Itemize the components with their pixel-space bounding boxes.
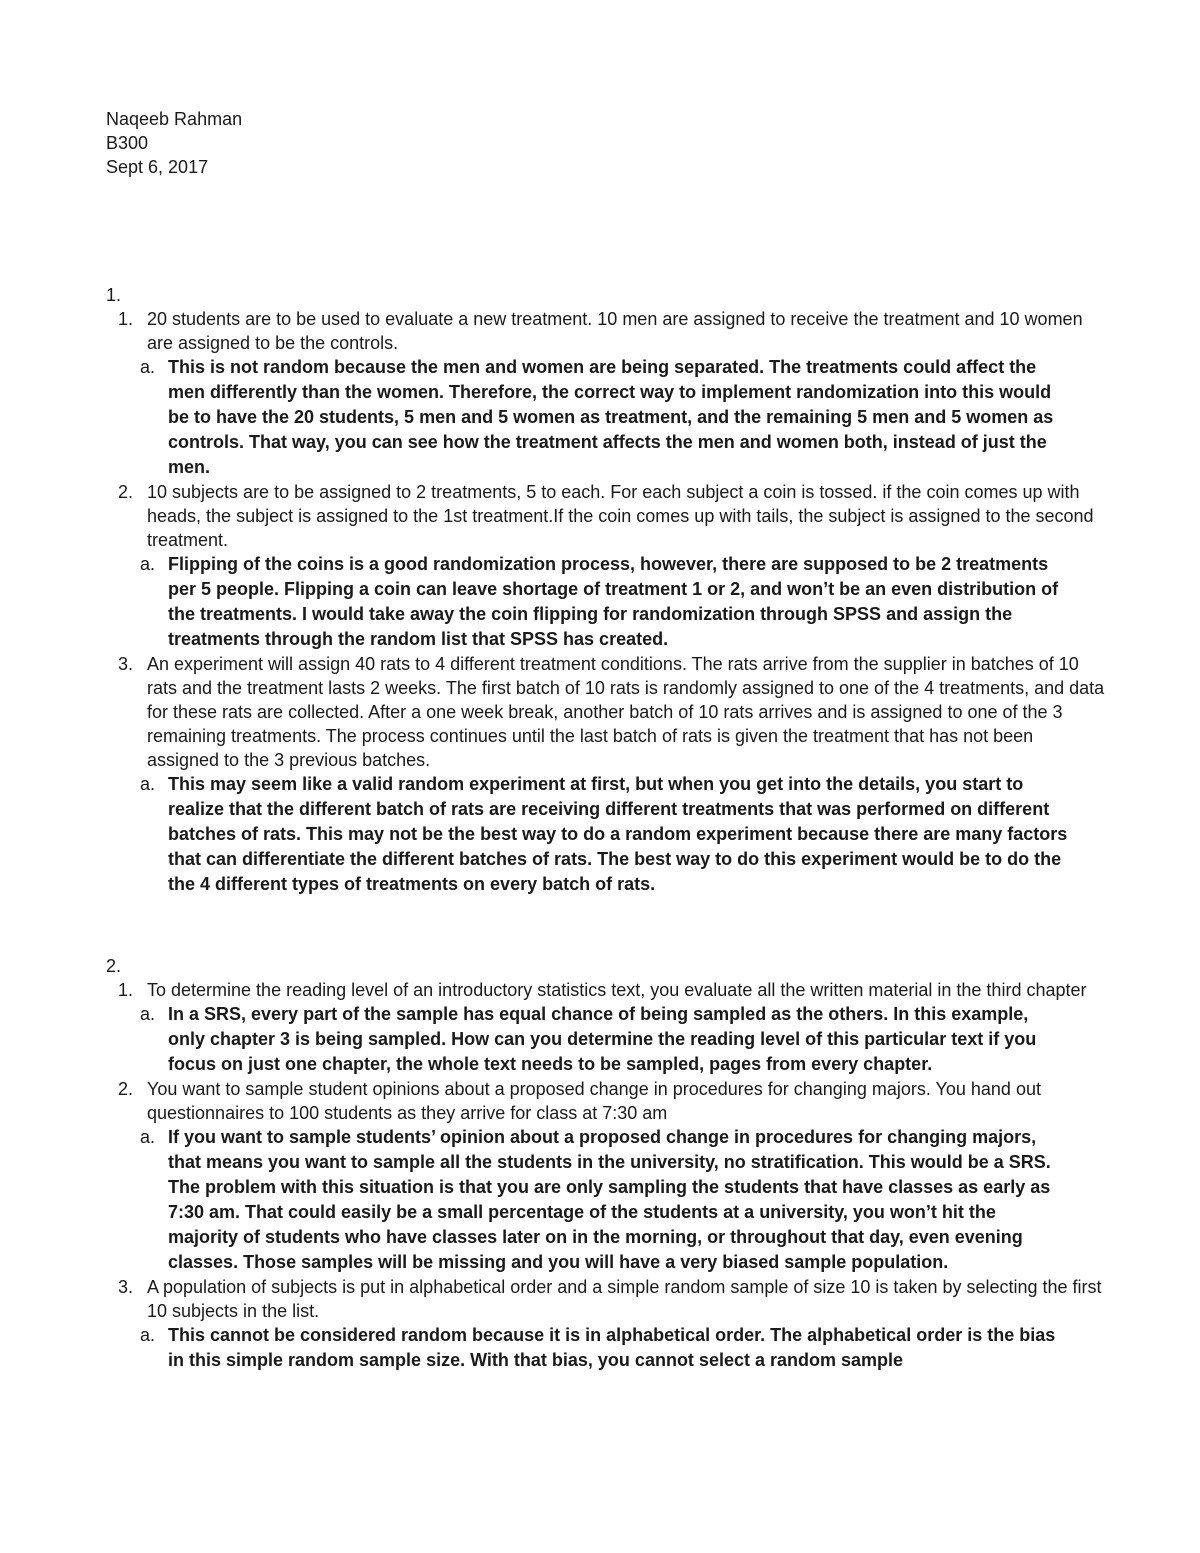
question-number: 1.	[118, 980, 134, 1000]
answer-text: This cannot be considered random because it is in alphabetical order. The alphabetical order is the bias in this simple random sample size. With that bias, you cannot select a random sample	[168, 1325, 1056, 1370]
section-number: 1.	[106, 285, 122, 305]
question-number: 1.	[118, 309, 134, 329]
course-code: B300	[106, 133, 149, 153]
question-number: 3.	[118, 1277, 134, 1297]
question-text: You want to sample student opinions about a proposed change in procedures for changing majors. You hand out questionnaires to 100 students as they arrive for class at 7:30 am	[147, 1079, 1041, 1123]
question-number: 2.	[118, 1079, 134, 1099]
answer-text: This may seem like a valid random experiment at first, but when you get into the details, you start to realize that the different batch of rats are receiving different treatments that was performed on different batches of rats. This may not be the best way to do a random experiment because there are many factors that can differentiate the different batches of rats. The best way to do this experiment would be to do the the 4 different types of treatments on every batch of rats.	[168, 774, 1068, 894]
question-item	[106, 1077, 1107, 1125]
section-1	[106, 283, 1106, 897]
question-text: A population of subjects is put in alphabetical order and a simple random sample of size 10 is taken by selecting the first 10 subjects in the list.	[147, 1277, 1102, 1321]
question-text: 20 students are to be used to evaluate a new treatment. 10 men are assigned to receive the treatment and 10 women are assigned to be the controls.	[147, 309, 1083, 353]
section-2	[106, 954, 1106, 1373]
answer-letter: a.	[140, 357, 156, 377]
question-item	[106, 480, 1107, 552]
answer-text: In a SRS, every part of the sample has equal chance of being sampled as the others. In this example, only chapter 3 is being sampled. How can you determine the reading level of this particular text if you focus on just one chapter, the whole text needs to be sampled, pages from every chapter.	[168, 1004, 1037, 1074]
answer-item	[106, 1125, 1068, 1275]
question-text: An experiment will assign 40 rats to 4 different treatment conditions. The rats arrive from the supplier in batches of 10 rats and the treatment lasts 2 weeks. The first batch of 10 rats is randomly assigned to one of the 4 treatments, and data for these rats are collected. After a one week break, another batch of 10 rats arrives and is assigned to one of the 3 remaining treatments. The process continues until the last batch of rats is given the treatment that has not been assigned to the 3 previous batches.	[147, 654, 1105, 770]
answer-item	[106, 1323, 1068, 1373]
question-number: 2.	[118, 482, 134, 502]
answer-letter: a.	[140, 774, 156, 794]
answer-text: This is not random because the men and women are being separated. The treatments could affect the men differently than the women. Therefore, the correct way to implement randomization into this would be to have the 20 students, 5 men and 5 women as treatment, and the remaining 5 men and 5 women as controls. That way, you can see how the treatment affects the men and women both, instead of just the men.	[168, 357, 1054, 477]
document-date: Sept 6, 2017	[106, 157, 209, 177]
author-name: Naqeeb Rahman	[106, 109, 243, 129]
answer-letter: a.	[140, 1127, 156, 1147]
question-text: 10 subjects are to be assigned to 2 treatments, 5 to each. For each subject a coin is tossed. if the coin comes up with heads, the subject is assigned to the 1st treatment.If the coin comes up with tails, the subject is assigned to the second treatment.	[147, 482, 1094, 550]
section-number: 2.	[106, 956, 122, 976]
question-text: To determine the reading level of an introductory statistics text, you evaluate all the written material in the third chapter	[147, 980, 1087, 1000]
document-header	[106, 107, 242, 179]
answer-letter: a.	[140, 1325, 156, 1345]
question-item	[106, 1275, 1107, 1323]
question-item	[106, 652, 1107, 772]
answer-item	[106, 355, 1068, 480]
answer-item	[106, 552, 1068, 652]
answer-letter: a.	[140, 1004, 156, 1024]
answer-text: If you want to sample students’ opinion about a proposed change in procedures for changing majors, that means you want to sample all the students in the university, no stratification. This would be a SRS. The problem with this situation is that you are only sampling the students that have classes as early as 7:30 am. That could easily be a small percentage of the students at a university, you won’t hit the majority of students who have classes later on in the morning, or throughout that day, even evening classes. Those samples will be missing and you will have a very biased sample population.	[168, 1127, 1051, 1272]
answer-item	[106, 772, 1068, 897]
question-number: 3.	[118, 654, 134, 674]
answer-letter: a.	[140, 554, 156, 574]
question-item	[106, 978, 1107, 1002]
answer-text: Flipping of the coins is a good randomization process, however, there are supposed to be 2 treatments per 5 people. Flipping a coin can leave shortage of treatment 1 or 2, and won’t be an even distribution of the treatments. I would take away the coin flipping for randomization through SPSS and assign the treatments through the random list that SPSS has created.	[168, 554, 1059, 649]
question-item	[106, 307, 1107, 355]
answer-item	[106, 1002, 1068, 1077]
